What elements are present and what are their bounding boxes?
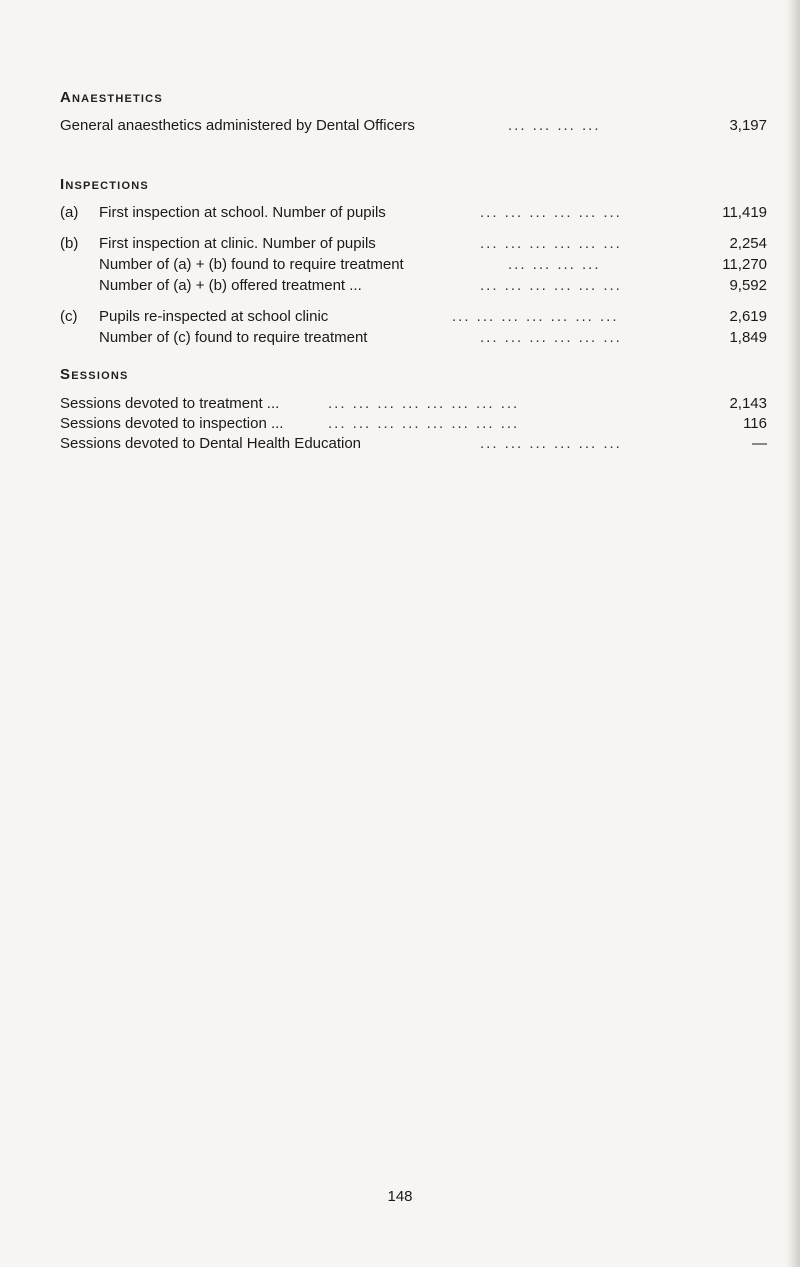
leader-dots: ... ... ... ... ... ... bbox=[480, 235, 622, 252]
row-value: — bbox=[752, 435, 767, 452]
row-label: Number of (c) found to require treatment bbox=[99, 329, 368, 346]
leader-dots: ... ... ... ... bbox=[508, 256, 601, 273]
page-number: 148 bbox=[387, 1188, 413, 1205]
row-marker: (a) bbox=[60, 204, 79, 221]
inspection-row-ab-require bbox=[60, 255, 767, 275]
row-value: 116 bbox=[743, 415, 767, 432]
row-value: 2,254 bbox=[729, 235, 767, 252]
sessions-row-treatment bbox=[60, 394, 767, 414]
row-value: 2,619 bbox=[729, 308, 767, 325]
row-label: First inspection at school. Number of pupils bbox=[99, 204, 386, 221]
leader-dots: ... ... ... ... ... ... ... ... bbox=[328, 395, 520, 412]
leader-dots: ... ... ... ... ... ... bbox=[480, 329, 622, 346]
leader-dots: ... ... ... ... ... ... bbox=[480, 435, 622, 452]
sessions-heading: Sessions bbox=[60, 366, 129, 383]
row-marker: (c) bbox=[60, 308, 78, 325]
inspections-heading: Inspections bbox=[60, 176, 149, 193]
row-label: Sessions devoted to Dental Health Education bbox=[60, 435, 362, 452]
row-label: First inspection at clinic. Number of pupils bbox=[99, 235, 376, 252]
row-label: Number of (a) + (b) offered treatment ... bbox=[99, 277, 362, 294]
page-edge-shadow bbox=[786, 0, 800, 1267]
sessions-row-inspection bbox=[60, 414, 767, 434]
row-value: 9,592 bbox=[729, 277, 767, 294]
anaesthetics-row bbox=[60, 116, 767, 136]
inspection-row-c bbox=[60, 307, 767, 327]
row-value: 11,270 bbox=[722, 256, 767, 273]
anaesthetics-heading: Anaesthetics bbox=[60, 89, 163, 106]
row-value: 11,419 bbox=[722, 204, 767, 221]
inspection-row-a bbox=[60, 203, 767, 223]
leader-dots: ... ... ... ... bbox=[508, 117, 601, 134]
row-label: General anaesthetics administered by Dental Officers bbox=[60, 117, 415, 134]
leader-dots: ... ... ... ... ... ... ... ... bbox=[328, 415, 520, 432]
leader-dots: ... ... ... ... ... ... bbox=[480, 204, 622, 221]
row-label: Sessions devoted to treatment ... bbox=[60, 395, 280, 412]
row-label: Number of (a) + (b) found to require treatment bbox=[99, 256, 404, 273]
row-marker: (b) bbox=[60, 235, 79, 252]
row-value: 3,197 bbox=[729, 117, 767, 134]
leader-dots: ... ... ... ... ... ... bbox=[480, 277, 622, 294]
inspection-row-b bbox=[60, 234, 767, 254]
row-label: Pupils re-inspected at school clinic bbox=[99, 308, 329, 325]
leader-dots: ... ... ... ... ... ... ... bbox=[452, 308, 619, 325]
row-label: Sessions devoted to inspection ... bbox=[60, 415, 284, 432]
row-value: 2,143 bbox=[729, 395, 767, 412]
row-value: 1,849 bbox=[729, 329, 767, 346]
sessions-row-education bbox=[60, 434, 767, 454]
inspection-row-c-require bbox=[60, 328, 767, 348]
inspection-row-ab-offered bbox=[60, 276, 767, 296]
